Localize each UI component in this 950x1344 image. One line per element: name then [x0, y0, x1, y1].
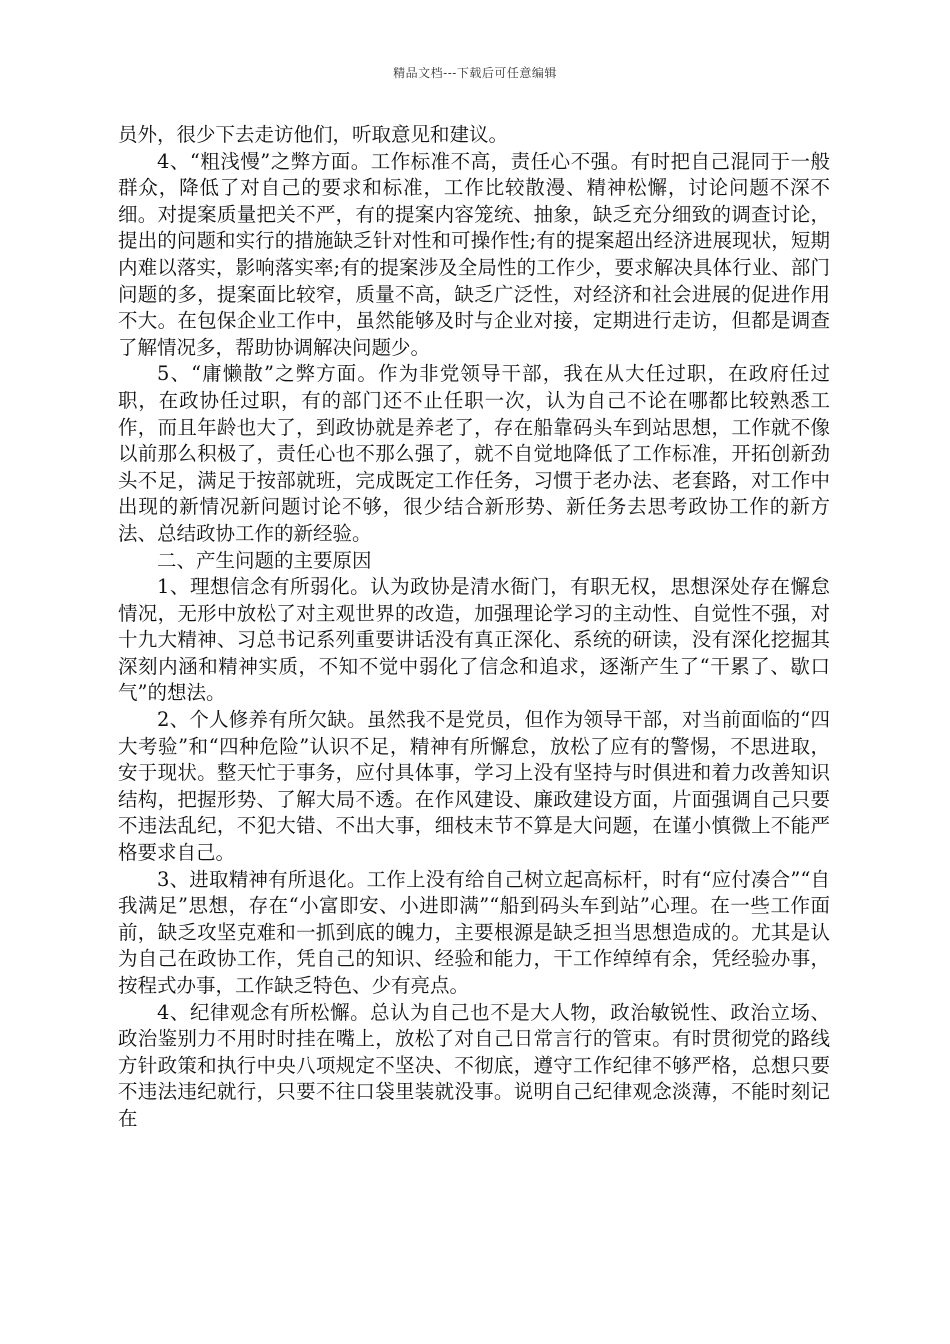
- paragraph-7: 4、纪律观念有所松懈。总认为自己也不是大人物，政治敏锐性、政治立场、政治鉴别力不用时时挂在嘴上，放松了对自己日常言行的管束。有时贯彻党的路线方针政策和执行中央八项规定不坚决、不彻底，遵守工作纪律不够严格，总想只要不违法违纪就行，只要不往口袋里装就没事。说明自己纪律观念淡薄，不能时刻记在: [118, 1000, 830, 1130]
- paragraph-4: 1、理想信念有所弱化。认为政协是清水衙门，有职无权，思想深处存在懈怠情况，无形中放松了对主观世界的改造，加强理论学习的主动性、自觉性不强，对十九大精神、习总书记系列重要讲话没有真正深化、系统的研读，没有深化挖掘其深刻内涵和精神实质，不知不觉中弱化了信念和追求，逐渐产生了“干累了、歇口气”的想法。: [118, 575, 830, 705]
- paragraph-5: 2、个人修养有所欠缺。虽然我不是党员，但作为领导干部，对当前面临的“四大考验”和“四种危险”认识不足，精神有所懈怠，放松了应有的警惕，不思进取，安于现状。整天忙于事务，应付具体事，学习上没有坚持与时俱进和着力改善知识结构，把握形势、了解大局不透。在作风建设、廉政建设方面，片面强调自己只要不违法乱纪，不犯大错、不出大事，细枝末节不算是大问题，在谨小慎微上不能严格要求自己。: [118, 708, 830, 865]
- paragraph-1: 员外，很少下去走访他们，听取意见和建议。: [118, 123, 509, 146]
- paragraph-6: 3、进取精神有所退化。工作上没有给自己树立起高标杆，时有“应付凑合”“自我满足”思想，存在“小富即安、小进即满”“船到码头车到站”心理。在一些工作面前，缺乏攻坚克难和一抓到底的魄力，主要根源是缺乏担当思想造成的。尤其是认为自己在政协工作，凭自己的知识、经验和能力，干工作绰绰有余，凭经验办事，按程式办事，工作缺乏特色、少有亮点。: [118, 867, 830, 997]
- page-header: 精品文档---下载后可任意编辑: [393, 66, 557, 80]
- paragraph-3: 5、“庸懒散”之弊方面。作为非党领导干部，我在从大任过职，在政府任过职，在政协任过职，有的部门还不止任职一次，认为自己不论在哪都比较熟悉工作，而且年龄也大了，到政协就是养老了，存在船靠码头车到站思想，工作就不像以前那么积极了，责任心也不那么强了，就不自觉地降低了工作标准，开拓创新劲头不足，满足于按部就班，完成既定工作任务，习惯于老办法、老套路，对工作中出现的新情况新问题讨论不够，很少结合新形势、新任务去思考政协工作的新方法、总结政协工作的新经验。: [118, 362, 830, 545]
- paragraph-2: 4、“粗浅慢”之弊方面。工作标准不高，责任心不强。有时把自己混同于一般群众，降低了对自己的要求和标准，工作比较散漫、精神松懈，讨论问题不深不细。对提案质量把关不严，有的提案内容笼统、抽象，缺乏充分细致的调查讨论，提出的问题和实行的措施缺乏针对性和可操作性;有的提案超出经济进展现状，短期内难以落实，影响落实率;有的提案涉及全局性的工作少，要求解决具体行业、部门问题的多，提案面比较窄，质量不高，缺乏广泛性，对经济和社会进展的促进作用不大。在包保企业工作中，虽然能够及时与企业对接，定期进行走访，但都是调查了解情况多，帮助协调解决问题少。: [118, 149, 830, 359]
- section-heading: 二、产生问题的主要原因: [157, 548, 372, 572]
- document-body: [118, 122, 830, 1133]
